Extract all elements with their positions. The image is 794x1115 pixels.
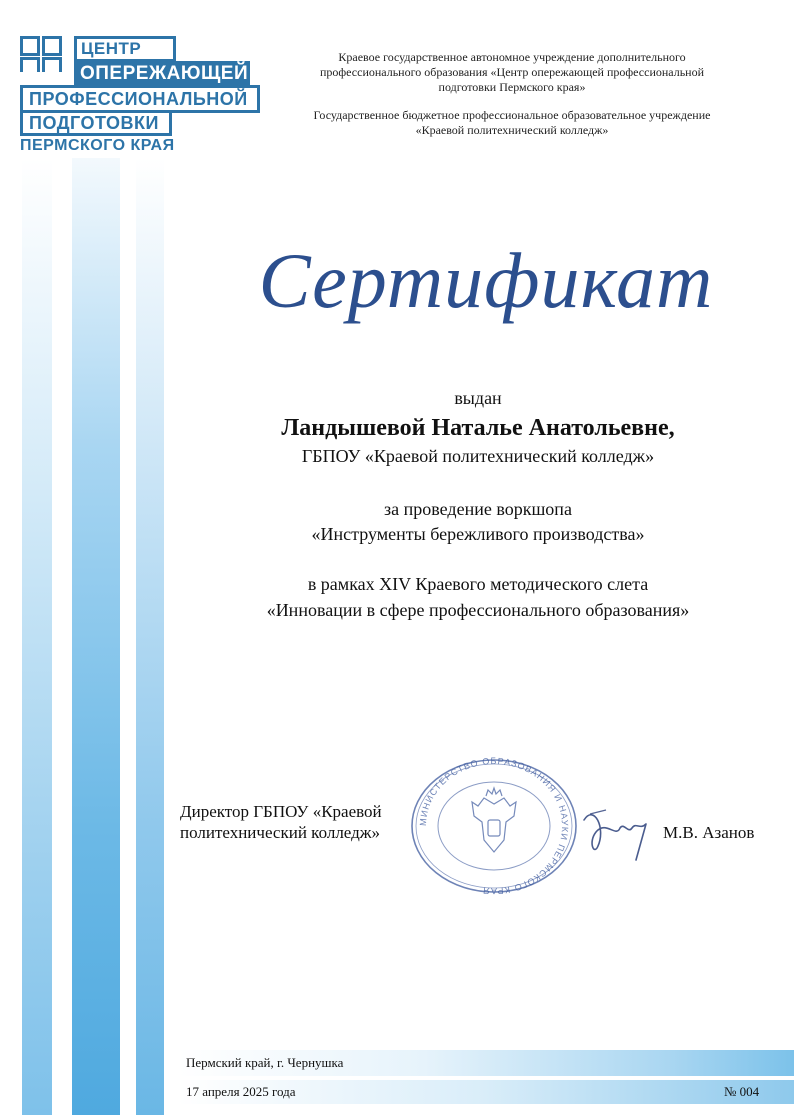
- recipient-org: ГБПОУ «Краевой политехнический колледж»: [301, 446, 655, 466]
- header-org2-line1: Государственное бюджетное профессиональное образовательное учреждение: [313, 108, 711, 122]
- certificate-title: Сертификат: [258, 237, 714, 324]
- svg-text:МИНИСТЕРСТВО ОБРАЗОВАНИЯ И НАУ: [418, 756, 570, 896]
- director-title-line1: Директор ГБПОУ «Краевой: [180, 802, 382, 821]
- reason-line-2: «Инструменты бережливого производства»: [311, 524, 645, 544]
- issued-label: выдан: [454, 388, 502, 408]
- seal-text: МИНИСТЕРСТВО ОБРАЗОВАНИЯ И НАУКИ ПЕРМСКОГО КРАЯ: [417, 756, 571, 896]
- header-org1-line1: Краевое государственное автономное учреждение дополнительного: [338, 50, 686, 64]
- event-line-2: «Инновации в сфере профессионального образования»: [266, 600, 690, 620]
- logo-line1: ЦЕНТР: [74, 36, 176, 62]
- logo: [20, 34, 270, 158]
- decorative-stripe: [22, 158, 52, 1115]
- logo-line3: ПРОФЕССИОНАЛЬНОЙ: [20, 85, 260, 113]
- header-org1-line2: профессионального образования «Центр опережающей профессиональной: [319, 65, 705, 79]
- header-org2-line2: «Краевой политехнический колледж»: [415, 123, 609, 137]
- director-title-line2: политехнический колледж»: [180, 823, 381, 842]
- logo-mark-icon: [20, 36, 62, 76]
- header-org-1: [280, 50, 744, 95]
- event-line-1: в рамках XIV Краевого методического слета: [307, 574, 649, 594]
- reason-line-1: за проведение воркшопа: [384, 499, 572, 519]
- handwritten-signature: [576, 798, 666, 868]
- logo-line2: ОПЕРЕЖАЮЩЕЙ: [74, 61, 250, 87]
- footer-date: 17 апреля 2025 года: [186, 1084, 296, 1099]
- logo-line5: ПЕРМСКОГО КРАЯ: [20, 137, 175, 154]
- footer-number: № 004: [724, 1084, 760, 1099]
- director-title: [180, 801, 382, 843]
- header-org-2: [280, 108, 744, 138]
- footer-place: Пермский край, г. Чернушка: [186, 1055, 344, 1070]
- decorative-stripe: [72, 158, 120, 1115]
- recipient-name: Ландышевой Наталье Анатольевне,: [281, 415, 675, 441]
- logo-line4: ПОДГОТОВКИ: [20, 110, 172, 136]
- official-seal-icon: [404, 756, 584, 896]
- header-org1-line3: подготовки Пермского края»: [438, 80, 586, 94]
- decorative-stripe: [136, 158, 164, 1115]
- signatory-name: М.В. Азанов: [663, 823, 755, 842]
